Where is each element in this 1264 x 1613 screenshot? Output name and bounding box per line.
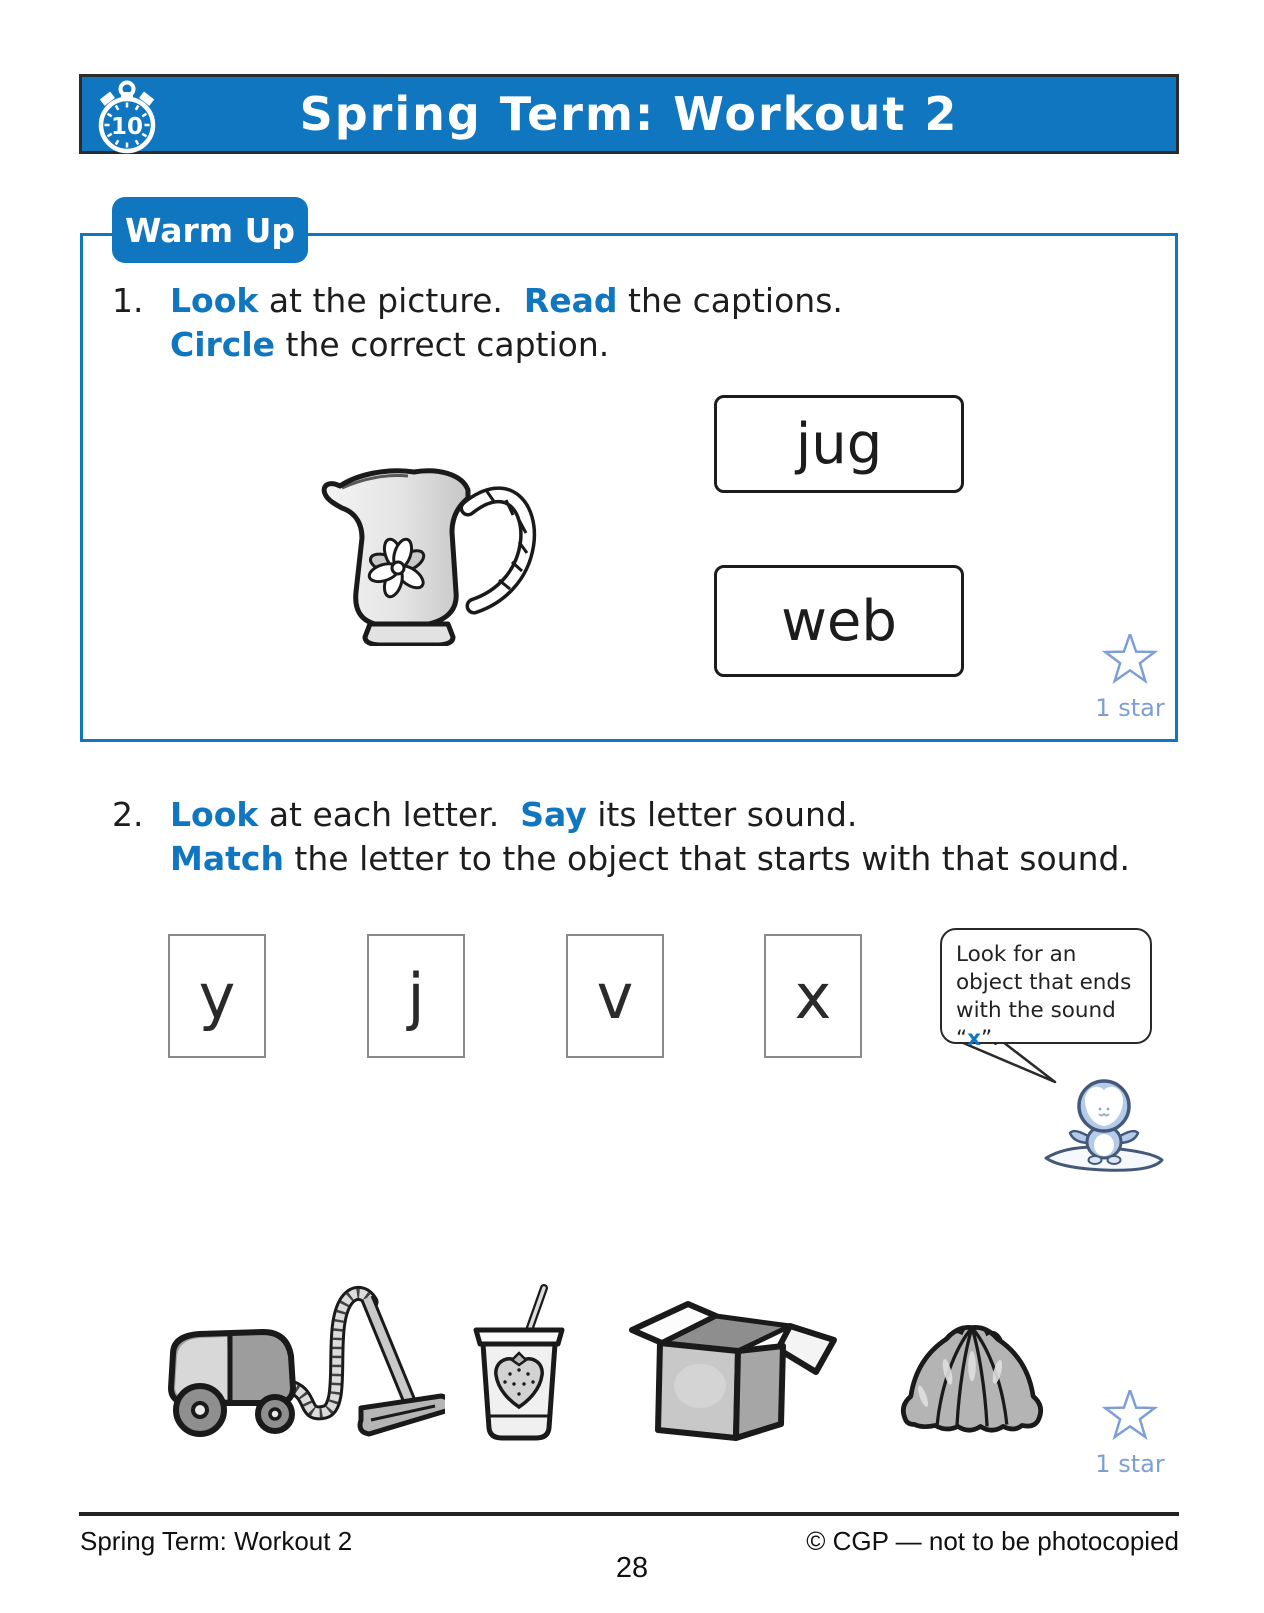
- keyword-read: Read: [523, 281, 618, 320]
- q2-text: the letter to the object that starts with that sound.: [283, 839, 1130, 878]
- keyword-look: Look: [170, 795, 259, 834]
- q2-text: its letter sound.: [586, 795, 858, 834]
- q2-text: at each letter.: [258, 795, 521, 834]
- question-2-number: 2.: [112, 795, 144, 834]
- q1-text: the correct caption.: [275, 325, 610, 364]
- caption-option-jug[interactable]: [714, 395, 964, 493]
- keyword-match: Match: [170, 839, 284, 878]
- footer-copyright: © CGP — not to be photocopied: [806, 1526, 1179, 1556]
- reward-label: 1 star: [1095, 1450, 1165, 1478]
- letter: j: [407, 959, 425, 1033]
- stopwatch-icon: [94, 79, 160, 155]
- jug-illustration: [308, 446, 546, 646]
- caption-text: web: [781, 588, 897, 654]
- yogurt-pot-illustration[interactable]: [470, 1280, 570, 1452]
- caption-option-web[interactable]: [714, 565, 964, 677]
- footer-rule: [79, 1512, 1179, 1516]
- letter-card-x[interactable]: [764, 934, 862, 1058]
- footer-title: Spring Term: Workout 2: [80, 1526, 353, 1556]
- question-1-line-1: [170, 281, 843, 320]
- reward-star-2: [1080, 1390, 1180, 1478]
- letter-card-j[interactable]: [367, 934, 465, 1058]
- q1-text: at the picture.: [258, 281, 524, 320]
- open-box-illustration[interactable]: [612, 1286, 847, 1448]
- timer-minutes: 10: [110, 114, 144, 140]
- letter: x: [794, 959, 832, 1033]
- warm-up-label: Warm Up: [124, 210, 296, 250]
- star-icon: [1100, 634, 1160, 692]
- header-bar: [79, 74, 1179, 154]
- question-2-line-2: [170, 839, 1130, 878]
- vacuum-cleaner-illustration[interactable]: [115, 1262, 445, 1452]
- keyword-circle: Circle: [170, 325, 276, 364]
- page-number: 28: [615, 1552, 649, 1584]
- page-title: Spring Term: Workout 2: [299, 87, 959, 141]
- star-icon: [1100, 1390, 1160, 1448]
- letter: y: [198, 959, 236, 1033]
- question-1-line-2: [170, 325, 609, 364]
- letter: v: [596, 959, 634, 1033]
- keyword-say: Say: [520, 795, 587, 834]
- hint-speech-bubble: [940, 928, 1152, 1051]
- jelly-illustration[interactable]: [892, 1312, 1052, 1442]
- letter-card-y[interactable]: [168, 934, 266, 1058]
- q1-text: the captions.: [617, 281, 843, 320]
- warm-up-tab: [112, 197, 308, 263]
- question-2-line-1: [170, 795, 857, 834]
- hint-sound: x: [967, 1026, 982, 1051]
- keyword-look: Look: [170, 281, 259, 320]
- caption-text: jug: [795, 411, 883, 477]
- question-1-number: 1.: [112, 281, 144, 320]
- hint-text: Look for an object that ends with the sound “: [956, 942, 1132, 1051]
- reward-label: 1 star: [1095, 694, 1165, 722]
- reward-star-1: [1080, 634, 1180, 722]
- hint-text: ”.: [981, 1026, 999, 1051]
- letter-card-v[interactable]: [566, 934, 664, 1058]
